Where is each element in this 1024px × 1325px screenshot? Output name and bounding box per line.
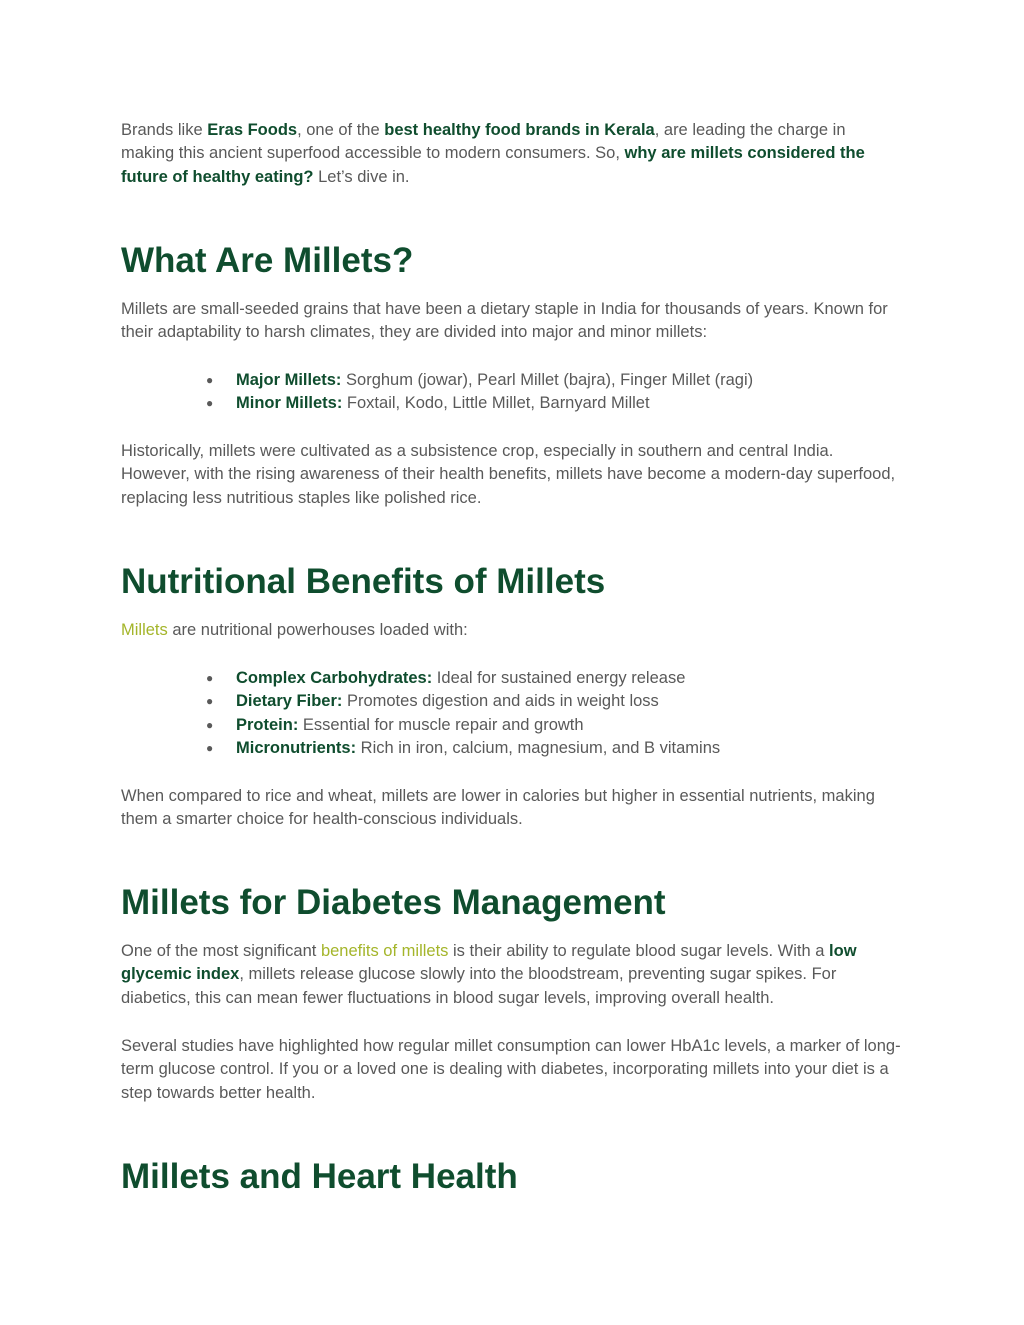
section3-text-3: , millets release glucose slowly into the bloodstream, preventing sugar spikes. For diabetics, this can mean fewer fluctuations in blood sugar levels, improving overall health. [121, 965, 837, 1007]
bullet-icon: ● [206, 694, 214, 709]
list-item-text: Ideal for sustained energy release [432, 669, 686, 687]
list-item [121, 737, 901, 760]
millet-types-list [121, 369, 901, 416]
list-item [121, 690, 901, 713]
list-item-label: Minor Millets: [236, 394, 343, 413]
future-question-phrase: why are millets considered the future of healthy eating? [121, 144, 865, 186]
intro-text-4: Let’s dive in. [313, 167, 410, 186]
section1-para1: Millets are small-seeded grains that have been a dietary staple in India for thousands of years. Known for their adaptability to harsh climates, they are divided into major and minor millets: [121, 300, 888, 342]
bullet-icon: ● [206, 396, 214, 411]
heading-nutritional-benefits: Nutritional Benefits of Millets [121, 562, 606, 601]
list-item-label: Protein: [236, 715, 299, 734]
section1-para2-block [121, 440, 901, 510]
section2-para2: When compared to rice and wheat, millets are lower in calories but higher in essential nutrients, making them a smarter choice for health-conscious individuals. [121, 787, 875, 829]
bullet-icon: ● [206, 671, 214, 685]
brand-name-eras-foods: Eras Foods [207, 121, 298, 139]
section3-para2-block [121, 1035, 901, 1105]
heading-heart-health: Millets and Heart Health [121, 1157, 518, 1196]
section2-para2-block [121, 785, 901, 832]
section2-intro-block [121, 619, 901, 642]
section2-intro [121, 619, 901, 642]
intro-paragraph-block [121, 119, 901, 189]
section3-para1 [121, 940, 901, 1010]
section1-para2: Historically, millets were cultivated as a subsistence crop, especially in southern and central India. However, with the rising awareness of their health benefits, millets have become a modern-day superfood, replacing less nutritious staples like polished rice. [121, 442, 896, 507]
bullet-icon: ● [206, 373, 214, 387]
list-item-text: Essential for muscle repair and growth [298, 715, 584, 734]
heading-diabetes-management: Millets for Diabetes Management [121, 883, 666, 922]
intro-paragraph [121, 119, 901, 189]
list-item [121, 392, 901, 415]
list-item-label: Micronutrients: [236, 739, 357, 758]
heading-what-are-millets: What Are Millets? [121, 241, 414, 280]
list-item [121, 667, 901, 690]
intro-text-1: Brands like [121, 121, 208, 139]
nutrients-list [121, 667, 901, 761]
section3-text-1: One of the most significant [121, 942, 321, 960]
list-item-label: Dietary Fiber: [236, 692, 343, 711]
bullet-icon: ● [206, 741, 214, 756]
intro-text-3: , are leading the charge in making this ancient superfood accessible to modern consumers. So, [121, 121, 846, 163]
list-item-text: Foxtail, Kodo, Little Millet, Barnyard Millet [342, 394, 650, 413]
section2-list-block [121, 667, 901, 761]
benefits-of-millets-link[interactable]: benefits of millets [320, 942, 449, 960]
section1-para1-block [121, 298, 901, 345]
list-item-text: Sorghum (jowar), Pearl Millet (bajra), Finger Millet (ragi) [341, 371, 754, 389]
millets-link[interactable]: Millets [121, 621, 168, 639]
list-item-label: Major Millets: [236, 371, 342, 389]
bullet-icon: ● [206, 717, 214, 732]
list-item [121, 714, 901, 737]
low-glycemic-index-phrase: low glycemic index [121, 942, 857, 984]
best-brands-kerala-phrase: best healthy food brands in Kerala [384, 121, 655, 139]
intro-text-2: , one of the [297, 121, 385, 139]
section3-para2: Several studies have highlighted how regular millet consumption can lower HbA1c levels, a marker of long-term glucose control. If you or a loved one is dealing with diabetes, incorporating millets into your diet is a step towards better health. [121, 1037, 901, 1102]
list-item-text: Promotes digestion and aids in weight loss [342, 692, 659, 711]
list-item [121, 369, 901, 392]
section1-list-block [121, 369, 901, 416]
section2-intro-text: are nutritional powerhouses loaded with: [167, 621, 468, 639]
list-item-label: Complex Carbohydrates: [236, 669, 433, 687]
section3-text-2: is their ability to regulate blood sugar levels. With a [448, 942, 830, 960]
section3-para1-block [121, 940, 901, 1010]
list-item-text: Rich in iron, calcium, magnesium, and B vitamins [356, 739, 721, 758]
